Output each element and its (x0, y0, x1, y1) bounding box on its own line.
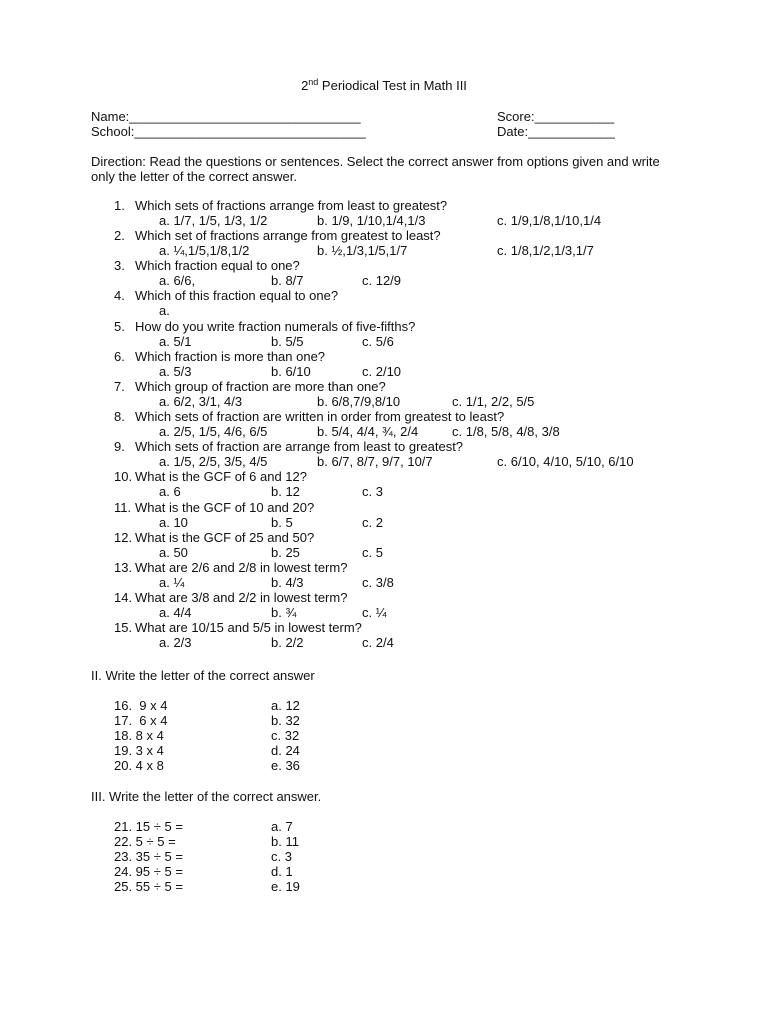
question-number: 13. (114, 560, 133, 575)
match-item: 19. 3 x 4 (114, 743, 164, 758)
question-item (114, 500, 314, 515)
match-answer: d. 1 (271, 864, 293, 879)
question-text: What are 10/15 and 5/5 in lowest term? (135, 620, 362, 635)
match-item: 16. 9 x 4 (114, 698, 168, 713)
question-text: What are 3/8 and 2/2 in lowest term? (135, 590, 348, 605)
answer-option: c. 2/4 (362, 635, 394, 650)
answer-option: b. 1/9, 1/10,1/4,1/3 (317, 213, 426, 228)
section-2-heading: II. Write the letter of the correct answer (91, 668, 315, 683)
match-answer: b. 11 (271, 834, 299, 849)
question-item (114, 228, 441, 243)
name-field: Name:________________________________ (91, 109, 361, 124)
question-item (114, 349, 325, 364)
question-text: What is the GCF of 25 and 50? (135, 530, 315, 545)
match-item: 25. 55 ÷ 5 = (114, 879, 183, 894)
question-number: 1. (114, 198, 125, 213)
answer-option: a. 6 (159, 484, 181, 499)
answer-option: b. 5/5 (271, 334, 304, 349)
answer-option: c. 5/6 (362, 334, 394, 349)
answer-option: b. 6/8,7/9,8/10 (317, 394, 401, 409)
answer-option: b. 4/3 (271, 575, 304, 590)
answer-option: b. 12 (271, 484, 300, 499)
question-text: Which sets of fraction are written in order from greatest to least? (135, 409, 505, 424)
directions: Direction: Read the questions or sentences. Select the correct answer from options given and write only the letter of the correct answer. (91, 154, 660, 184)
question-number: 2. (114, 228, 125, 243)
answer-option: c. 1/9,1/8,1/10,1/4 (497, 213, 602, 228)
answer-option: b. 8/7 (271, 273, 304, 288)
match-answer: e. 19 (271, 879, 300, 894)
question-item (114, 409, 504, 424)
match-answer: a. 12 (271, 698, 300, 713)
answer-option: c. 1/1, 2/2, 5/5 (452, 394, 535, 409)
answer-option: a. ¼ (159, 575, 185, 590)
match-answer: e. 36 (271, 758, 300, 773)
question-item (114, 530, 314, 545)
question-text: Which sets of fractions arrange from least to greatest? (135, 198, 448, 213)
question-item (114, 288, 338, 303)
answer-option: b. 6/10 (271, 364, 311, 379)
answer-option: c. 6/10, 4/10, 5/10, 6/10 (497, 454, 634, 469)
match-answer: a. 7 (271, 819, 293, 834)
question-text: Which set of fractions arrange from greatest to least? (135, 228, 441, 243)
question-item (114, 469, 307, 484)
question-item (114, 198, 447, 213)
answer-option: a. 5/1 (159, 334, 192, 349)
date-field: Date:____________ (497, 124, 615, 139)
match-item: 18. 8 x 4 (114, 728, 164, 743)
answer-option: b. 5/4, 4/4, ¾, 2/4 (317, 424, 419, 439)
answer-option: a. 6/2, 3/1, 4/3 (159, 394, 243, 409)
answer-option: a. 10 (159, 515, 188, 530)
question-text: Which sets of fraction are arrange from least to greatest? (135, 439, 464, 454)
match-item: 21. 15 ÷ 5 = (114, 819, 183, 834)
question-item (114, 319, 415, 334)
question-number: 12. (114, 530, 133, 545)
question-number: 15. (114, 620, 133, 635)
answer-option: a. 6/6, (159, 273, 196, 288)
answer-option: c. 1/8,1/2,1/3,1/7 (497, 243, 594, 258)
match-item: 23. 35 ÷ 5 = (114, 849, 183, 864)
section-3-heading: III. Write the letter of the correct answer. (91, 789, 322, 804)
question-item (114, 590, 347, 605)
question-text: How do you write fraction numerals of five-fifths? (135, 319, 416, 334)
match-answer: b. 32 (271, 713, 300, 728)
question-text: Which fraction is more than one? (135, 349, 326, 364)
answer-option: a. 4/4 (159, 605, 192, 620)
match-item: 24. 95 ÷ 5 = (114, 864, 183, 879)
question-item (114, 379, 386, 394)
question-text: Which group of fraction are more than one? (135, 379, 386, 394)
answer-option: a. 1/5, 2/5, 3/5, 4/5 (159, 454, 268, 469)
question-number: 9. (114, 439, 125, 454)
answer-option: b. 5 (271, 515, 293, 530)
match-item: 17. 6 x 4 (114, 713, 168, 728)
school-field: School:________________________________ (91, 124, 366, 139)
question-item (114, 620, 362, 635)
answer-option: c. 3 (362, 484, 383, 499)
answer-option: c. 12/9 (362, 273, 402, 288)
match-item: 22. 5 ÷ 5 = (114, 834, 176, 849)
answer-option: b. ¾ (271, 605, 297, 620)
score-field: Score:___________ (497, 109, 615, 124)
answer-option: b. 6/7, 8/7, 9/7, 10/7 (317, 454, 433, 469)
answer-option: c. ¼ (362, 605, 387, 620)
question-text: What is the GCF of 6 and 12? (135, 469, 307, 484)
question-text: Which of this fraction equal to one? (135, 288, 339, 303)
question-item (114, 258, 300, 273)
question-text: Which fraction equal to one? (135, 258, 300, 273)
answer-option: a. 1/7, 1/5, 1/3, 1/2 (159, 213, 268, 228)
answer-option: a. 5/3 (159, 364, 192, 379)
question-number: 10. (114, 469, 133, 484)
question-number: 3. (114, 258, 125, 273)
question-number: 11. (114, 500, 132, 515)
question-text: What are 2/6 and 2/8 in lowest term? (135, 560, 348, 575)
answer-option: c. 2/10 (362, 364, 402, 379)
answer-option: b. 2/2 (271, 635, 304, 650)
question-number: 4. (114, 288, 125, 303)
answer-option: a. 50 (159, 545, 188, 560)
match-answer: c. 3 (271, 849, 292, 864)
answer-option: c. 2 (362, 515, 383, 530)
question-text: What is the GCF of 10 and 20? (135, 500, 315, 515)
answer-option: b. ½,1/3,1/5,1/7 (317, 243, 408, 258)
question-number: 8. (114, 409, 125, 424)
answer-option: a. (159, 303, 170, 318)
match-answer: c. 32 (271, 728, 300, 743)
match-item: 20. 4 x 8 (114, 758, 164, 773)
match-answer: d. 24 (271, 743, 300, 758)
answer-option: c. 3/8 (362, 575, 394, 590)
answer-option: a. 2/3 (159, 635, 192, 650)
question-number: 6. (114, 349, 125, 364)
question-number: 7. (114, 379, 125, 394)
answer-option: b. 25 (271, 545, 300, 560)
answer-option: c. 1/8, 5/8, 4/8, 3/8 (452, 424, 560, 439)
question-item (114, 560, 347, 575)
question-item (114, 439, 463, 454)
question-number: 14. (114, 590, 133, 605)
question-number: 5. (114, 319, 125, 334)
page-title: 2nd Periodical Test in Math III (301, 77, 467, 93)
answer-option: a. 2/5, 1/5, 4/6, 6/5 (159, 424, 268, 439)
answer-option: c. 5 (362, 545, 383, 560)
answer-option: a. ¼,1/5,1/8,1/2 (159, 243, 250, 258)
